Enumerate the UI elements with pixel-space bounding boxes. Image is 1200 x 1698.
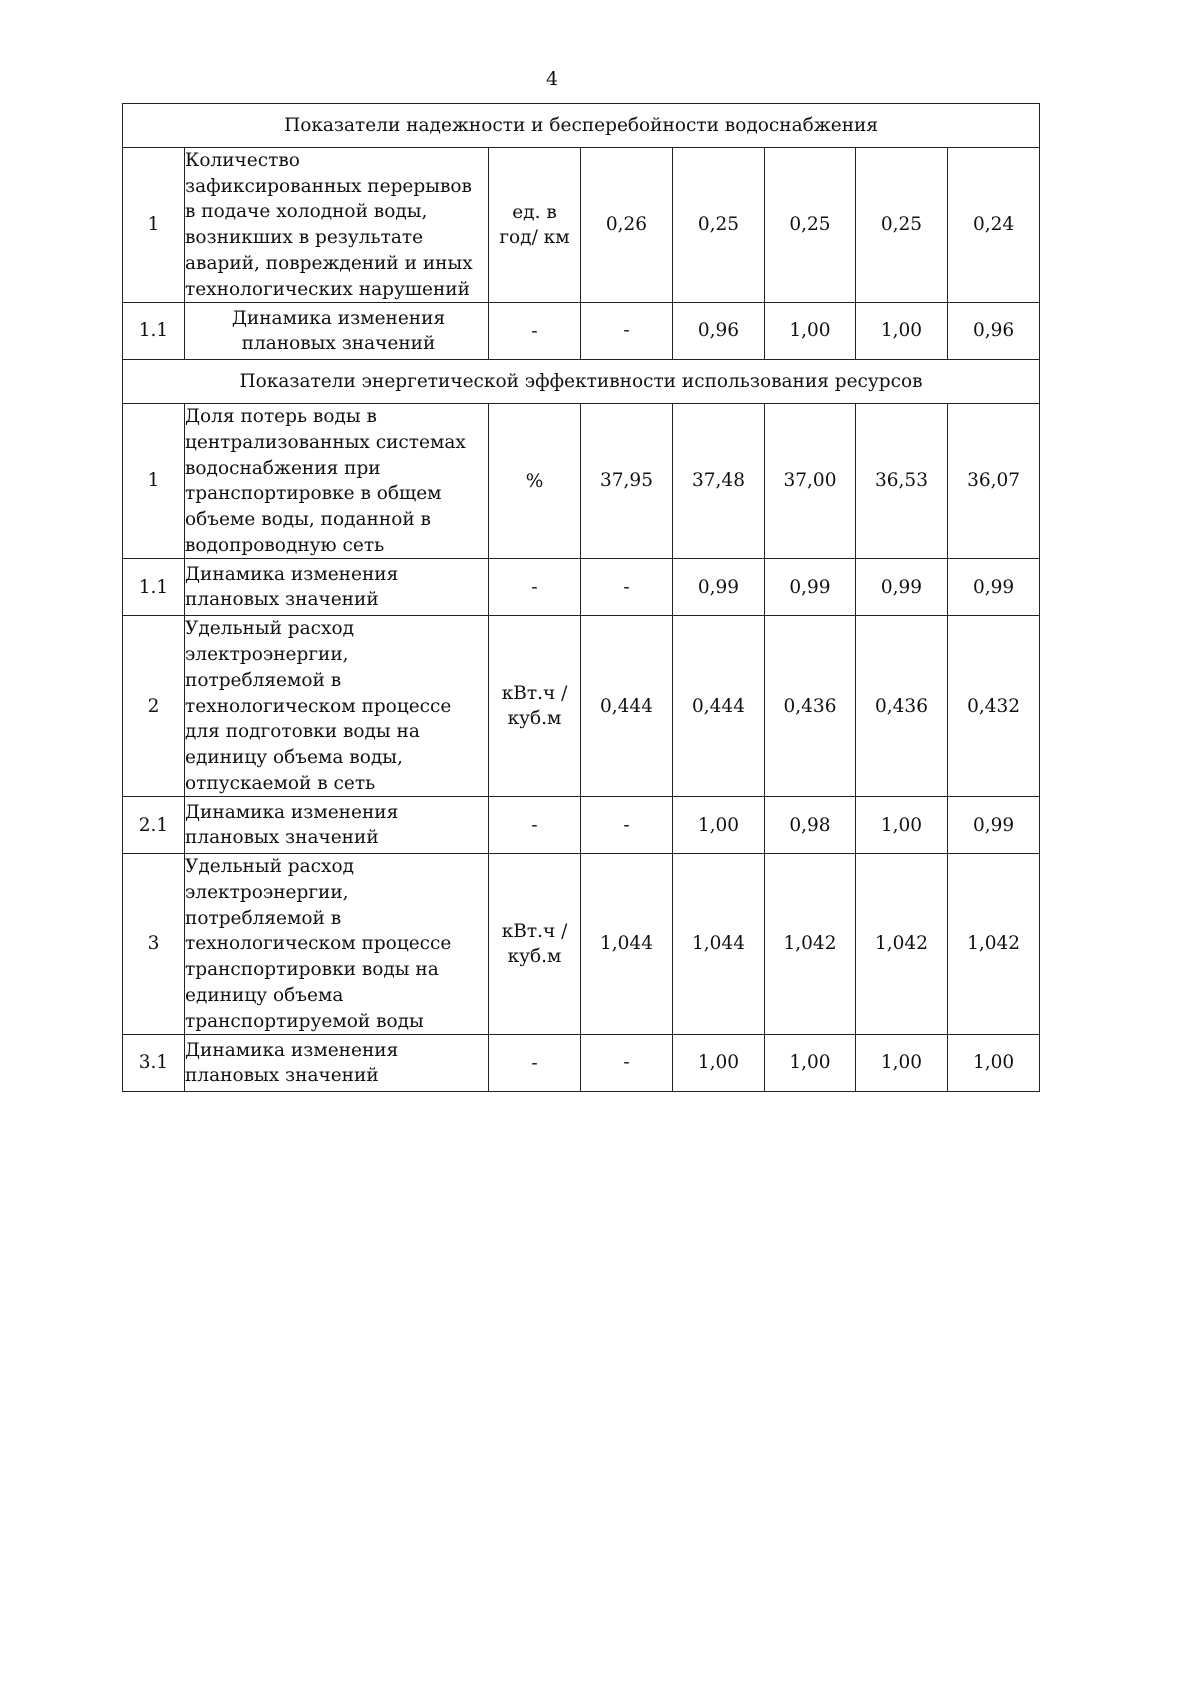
description-line: зафиксированных перерывов — [185, 175, 472, 197]
value-cell: 0,98 — [765, 797, 856, 854]
description-line: технологическом процессе — [185, 695, 452, 717]
unit-line: куб.м — [507, 946, 562, 968]
table-row — [123, 148, 1040, 303]
description-line: в подаче холодной воды, — [185, 201, 428, 223]
value-cell: 0,99 — [948, 797, 1040, 854]
description-line: технологическом процессе — [185, 933, 452, 955]
value-cell: 0,436 — [856, 616, 948, 797]
description-line: электроэнергии, — [185, 644, 349, 666]
unit-cell — [489, 303, 581, 360]
indicator-description — [185, 303, 489, 360]
description-line: плановых значений — [185, 827, 379, 849]
value-cell: 0,26 — [581, 148, 673, 303]
description-line: Динамика изменения — [231, 307, 446, 329]
value-cell: 0,25 — [673, 148, 765, 303]
description-line: единицу объема — [185, 984, 344, 1006]
description-line: Динамика изменения — [185, 563, 399, 585]
section-title: Показатели энергетической эффективности использования ресурсов — [123, 360, 1040, 404]
value-cell: 0,25 — [765, 148, 856, 303]
description-line: водопроводную сеть — [185, 534, 385, 556]
value-cell: 0,432 — [948, 616, 1040, 797]
value-cell: 37,95 — [581, 404, 673, 559]
value-cell: - — [581, 1035, 673, 1092]
description-line: Удельный расход — [185, 618, 354, 640]
value-cell: - — [581, 797, 673, 854]
value-cell: 36,07 — [948, 404, 1040, 559]
description-line: Динамика изменения — [185, 1039, 399, 1061]
row-number: 1 — [123, 404, 185, 559]
indicator-description — [185, 148, 489, 303]
unit-cell — [489, 616, 581, 797]
value-cell: 1,042 — [765, 854, 856, 1035]
value-cell: - — [581, 559, 673, 616]
description-line: единицу объема воды, — [185, 746, 403, 768]
value-cell: 37,00 — [765, 404, 856, 559]
value-cell: 1,044 — [673, 854, 765, 1035]
value-cell: 0,99 — [765, 559, 856, 616]
section-header-row — [123, 104, 1040, 148]
description-line: транспортируемой воды — [185, 1010, 424, 1032]
description-line: технологических нарушений — [185, 278, 470, 300]
unit-line: ед. в — [512, 202, 557, 224]
description-line: плановых значений — [241, 333, 436, 355]
table-row — [123, 797, 1040, 854]
value-cell: 1,042 — [948, 854, 1040, 1035]
indicators-table — [122, 103, 1040, 1092]
value-cell: 1,00 — [765, 303, 856, 360]
value-cell: 0,96 — [673, 303, 765, 360]
description-line: Удельный расход — [185, 856, 354, 878]
value-cell: 1,00 — [948, 1035, 1040, 1092]
description-line: объеме воды, поданной в — [185, 509, 431, 531]
description-line: плановых значений — [185, 589, 379, 611]
value-cell: 0,99 — [856, 559, 948, 616]
value-cell: 1,00 — [856, 1035, 948, 1092]
indicator-description — [185, 404, 489, 559]
unit-cell — [489, 854, 581, 1035]
description-line: Количество — [185, 150, 300, 171]
indicator-description — [185, 616, 489, 797]
unit-line: год/ км — [499, 227, 570, 249]
value-cell: 0,436 — [765, 616, 856, 797]
value-cell: 0,25 — [856, 148, 948, 303]
unit-cell — [489, 1035, 581, 1092]
section-header-row — [123, 360, 1040, 404]
value-cell: 36,53 — [856, 404, 948, 559]
description-line: электроэнергии, — [185, 882, 349, 904]
value-cell: 0,99 — [673, 559, 765, 616]
description-line: аварий, повреждений и иных — [185, 252, 473, 274]
unit-cell — [489, 797, 581, 854]
unit-cell — [489, 148, 581, 303]
description-line: Динамика изменения — [185, 801, 399, 823]
description-line: потребляемой в — [185, 907, 342, 929]
value-cell: 0,99 — [948, 559, 1040, 616]
description-line: потребляемой в — [185, 669, 342, 691]
unit-line: куб.м — [507, 708, 562, 730]
value-cell: 1,044 — [581, 854, 673, 1035]
description-line: водоснабжения при — [185, 457, 381, 479]
value-cell: 1,00 — [856, 797, 948, 854]
row-number: 1.1 — [123, 559, 185, 616]
page-number: 4 — [545, 68, 559, 90]
unit-line: % — [525, 470, 544, 492]
value-cell: - — [581, 303, 673, 360]
row-number: 3 — [123, 854, 185, 1035]
indicator-description — [185, 797, 489, 854]
section-title: Показатели надежности и бесперебойности водоснабжения — [123, 104, 1040, 148]
table-row — [123, 1035, 1040, 1092]
unit-line: кВт.ч / — [501, 921, 568, 943]
description-line: плановых значений — [185, 1065, 379, 1087]
row-number: 1.1 — [123, 303, 185, 360]
table-row — [123, 404, 1040, 559]
unit-line: кВт.ч / — [501, 683, 568, 705]
row-number: 2 — [123, 616, 185, 797]
indicator-description — [185, 854, 489, 1035]
indicator-description — [185, 559, 489, 616]
value-cell: 1,00 — [673, 1035, 765, 1092]
table-row — [123, 303, 1040, 360]
description-line: транспортировки воды на — [185, 959, 439, 981]
unit-cell — [489, 404, 581, 559]
value-cell: 0,444 — [581, 616, 673, 797]
value-cell: 1,042 — [856, 854, 948, 1035]
description-line: возникших в результате — [185, 227, 424, 249]
value-cell: 1,00 — [856, 303, 948, 360]
value-cell: 37,48 — [673, 404, 765, 559]
unit-line: - — [531, 814, 538, 836]
row-number: 1 — [123, 148, 185, 303]
table-body — [123, 104, 1040, 1092]
value-cell: 0,96 — [948, 303, 1040, 360]
table-row — [123, 616, 1040, 797]
description-line: централизованных системах — [185, 431, 466, 453]
unit-line: - — [531, 320, 538, 342]
description-line: для подготовки воды на — [185, 721, 420, 743]
table-row — [123, 854, 1040, 1035]
description-line: Доля потерь воды в — [185, 406, 377, 428]
value-cell: 0,444 — [673, 616, 765, 797]
value-cell: 1,00 — [673, 797, 765, 854]
row-number: 3.1 — [123, 1035, 185, 1092]
indicator-description — [185, 1035, 489, 1092]
row-number: 2.1 — [123, 797, 185, 854]
table-row — [123, 559, 1040, 616]
unit-line: - — [531, 576, 538, 598]
unit-line: - — [531, 1052, 538, 1074]
description-line: транспортировке в общем — [185, 483, 442, 505]
description-line: отпускаемой в сеть — [185, 772, 376, 794]
unit-cell — [489, 559, 581, 616]
value-cell: 1,00 — [765, 1035, 856, 1092]
value-cell: 0,24 — [948, 148, 1040, 303]
